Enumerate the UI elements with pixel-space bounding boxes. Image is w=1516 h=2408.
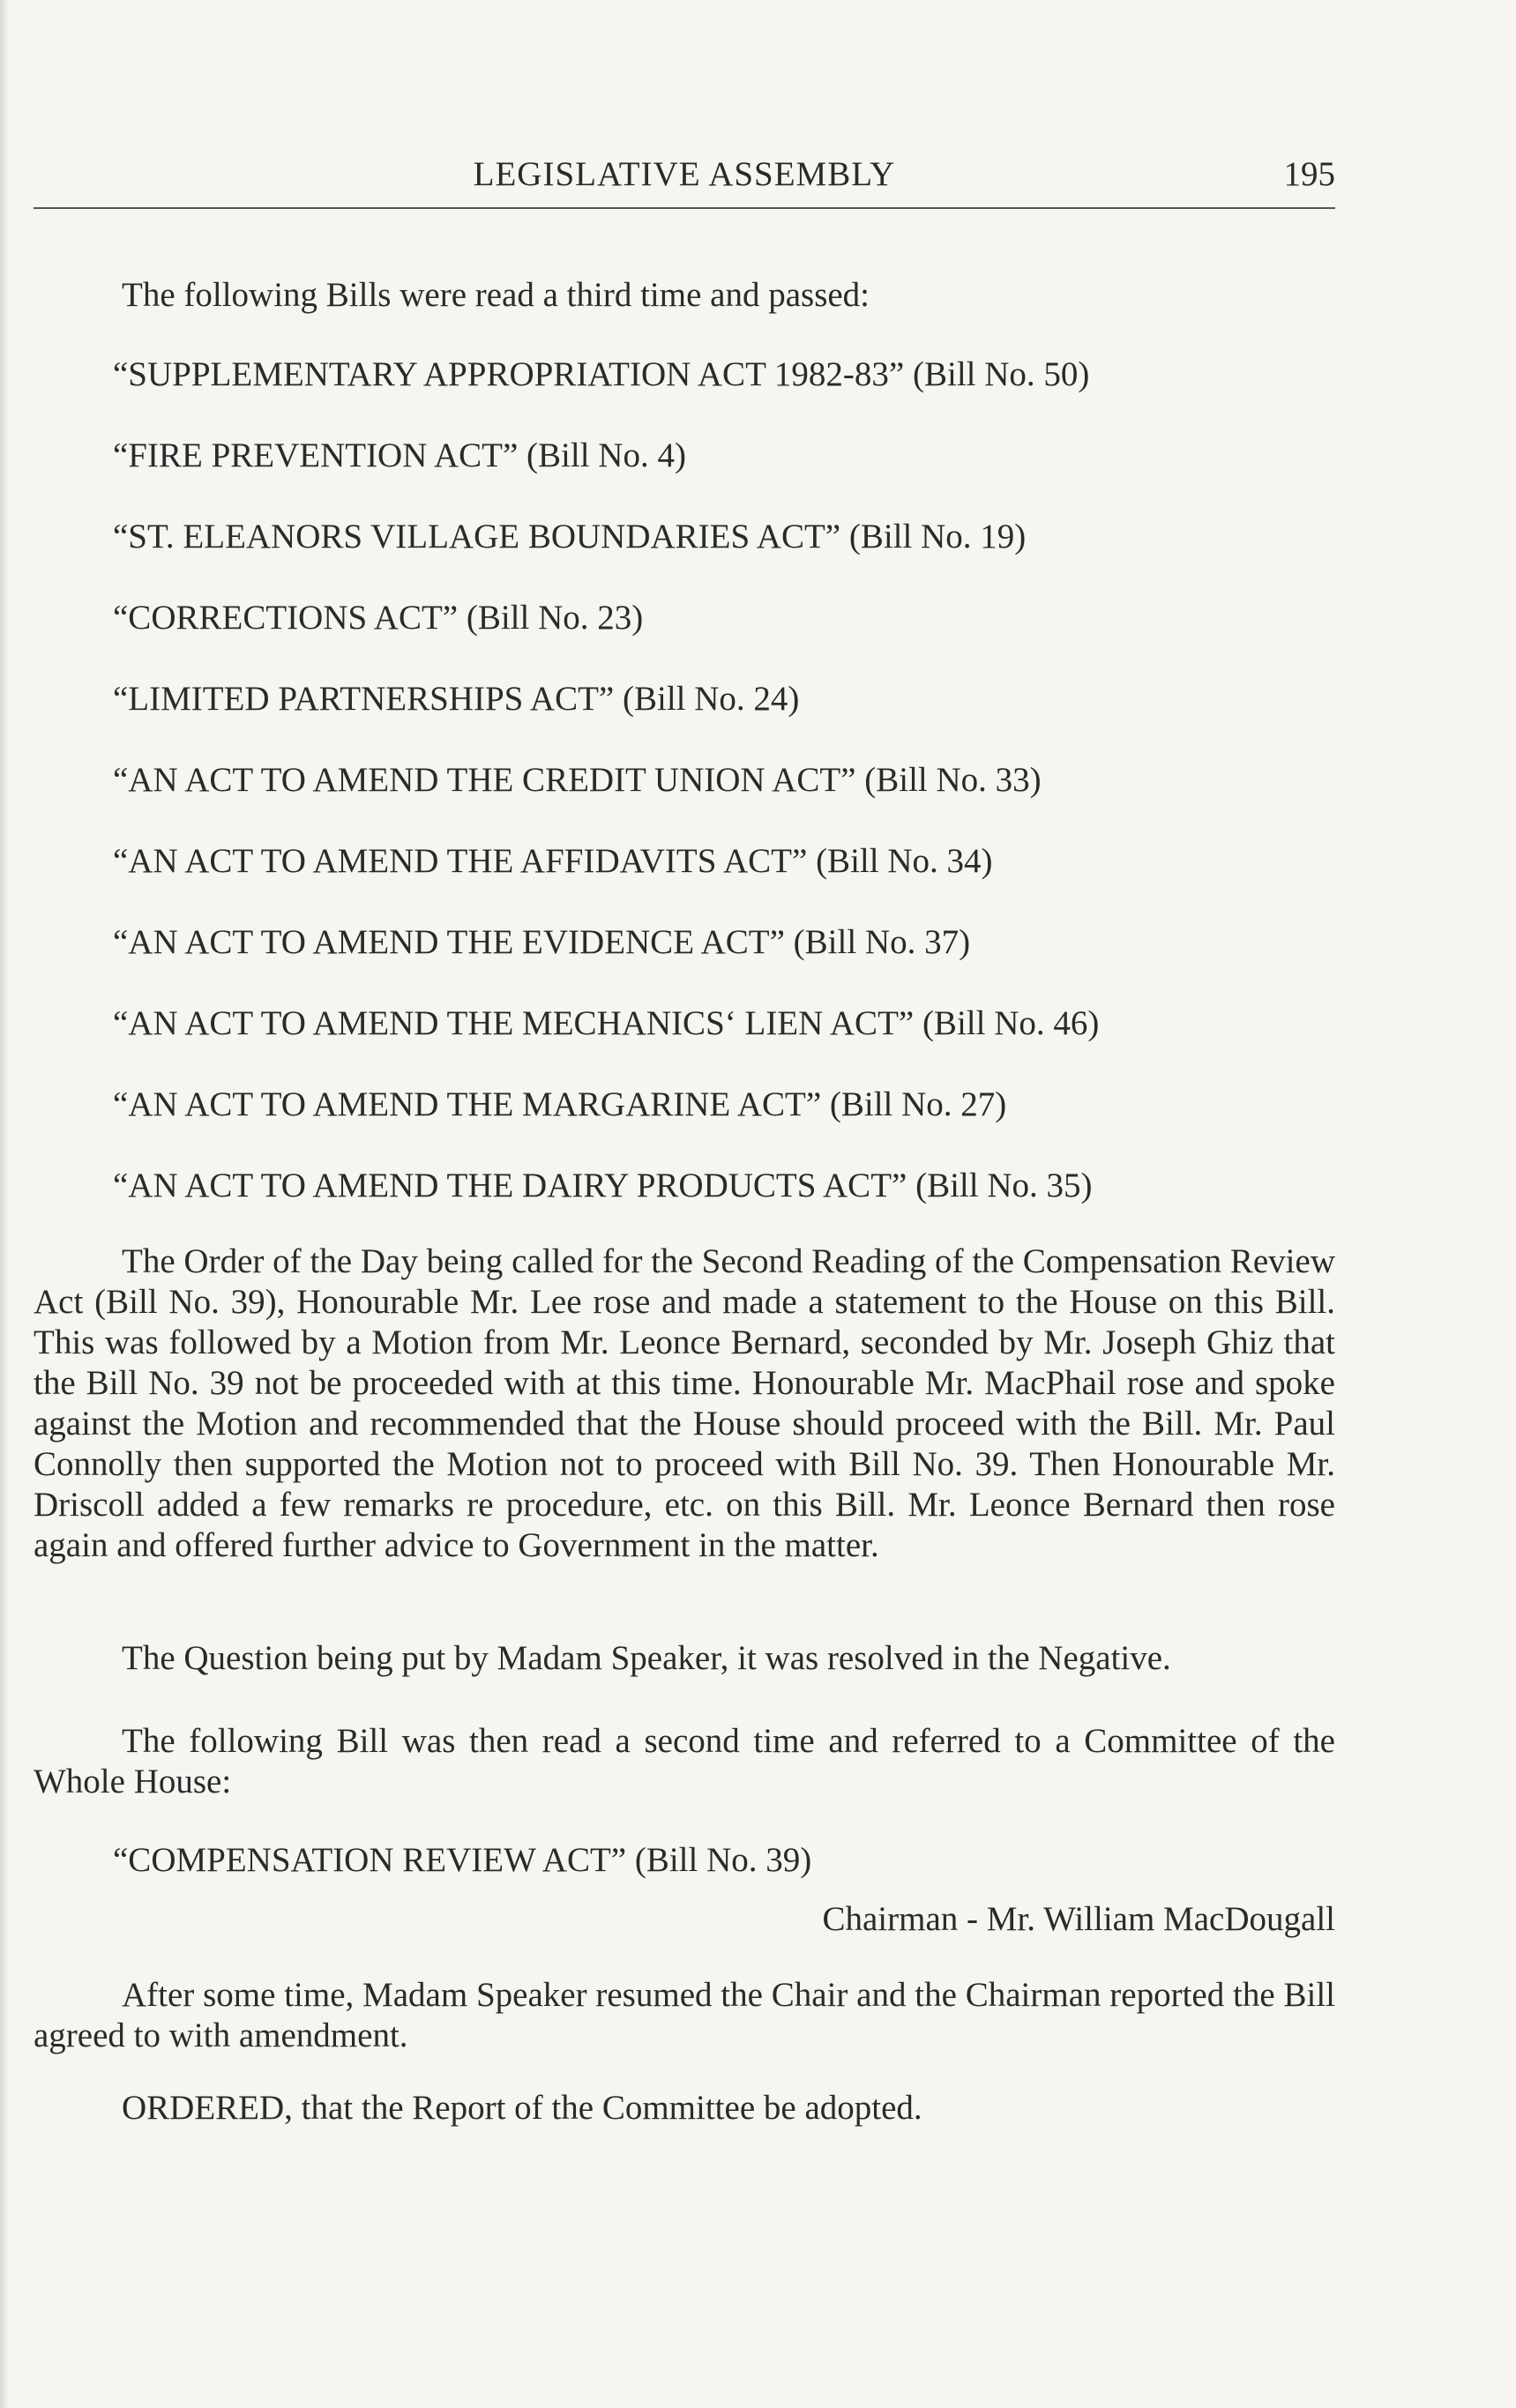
third-reading-intro: The following Bills were read a third time and passed: [122, 276, 870, 314]
bill-item: “AN ACT TO AMEND THE EVIDENCE ACT” (Bill No. 37) [113, 923, 971, 961]
bill-item: “SUPPLEMENTARY APPROPRIATION ACT 1982-83” (Bill No. 50) [113, 355, 1090, 393]
bill-item: “FIRE PREVENTION ACT” (Bill No. 4) [113, 436, 686, 474]
running-header [34, 154, 1335, 209]
bill-item: “AN ACT TO AMEND THE CREDIT UNION ACT” (Bill No. 33) [113, 761, 1042, 799]
question-paragraph: The Question being put by Madam Speaker, it was resolved in the Negative. [122, 1639, 1171, 1677]
bill-item: “AN ACT TO AMEND THE AFFIDAVITS ACT” (Bill No. 34) [113, 842, 993, 880]
chairman-line: Chairman - Mr. William MacDougall [822, 1900, 1335, 1938]
order-of-day-paragraph: The Order of the Day being called for the Second Reading of the Compensation Review Act (Bill No. 39), Honourable Mr. Lee rose and made a statement to the House on this Bill. This was followed by a Motion from Mr. Leonce Bernard, seconded by Mr. Joseph Ghiz that the Bill No. 39 not be proceeded with at this time. Honourable Mr. MacPhail rose and spoke against the Motion and recommended that the House should proceed with the Bill. Mr. Paul Connolly then supported the Motion not to proceed with Bill No. 39. Then Honourable Mr. Driscoll added a few remarks re procedure, etc. on this Bill. Mr. Leonce Bernard then rose again and offered further advice to Government in the matter. [34, 1242, 1335, 1564]
header-title: LEGISLATIVE ASSEMBLY [473, 155, 896, 193]
bill-item: “AN ACT TO AMEND THE DAIRY PRODUCTS ACT” (Bill No. 35) [113, 1167, 1093, 1204]
bill-item: “ST. ELEANORS VILLAGE BOUNDARIES ACT” (Bill No. 19) [113, 518, 1027, 555]
bill-item: “AN ACT TO AMEND THE MECHANICS‘ LIEN ACT” (Bill No. 46) [113, 1004, 1100, 1042]
bill-item: “LIMITED PARTNERSHIPS ACT” (Bill No. 24) [113, 680, 800, 718]
report-paragraph: After some time, Madam Speaker resumed the Chair and the Chairman reported the Bill agreed to with amendment. [34, 1976, 1335, 2054]
second-reading-paragraph: The following Bill was then read a second time and referred to a Committee of the Whole House: [34, 1722, 1335, 1800]
ordered-paragraph: ORDERED, that the Report of the Committee be adopted. [122, 2089, 922, 2127]
page-number: 195 [1283, 155, 1335, 193]
bill-item: “AN ACT TO AMEND THE MARGARINE ACT” (Bill No. 27) [113, 1085, 1007, 1123]
committee-bill: “COMPENSATION REVIEW ACT” (Bill No. 39) [113, 1841, 812, 1879]
bill-item: “CORRECTIONS ACT” (Bill No. 23) [113, 599, 644, 637]
